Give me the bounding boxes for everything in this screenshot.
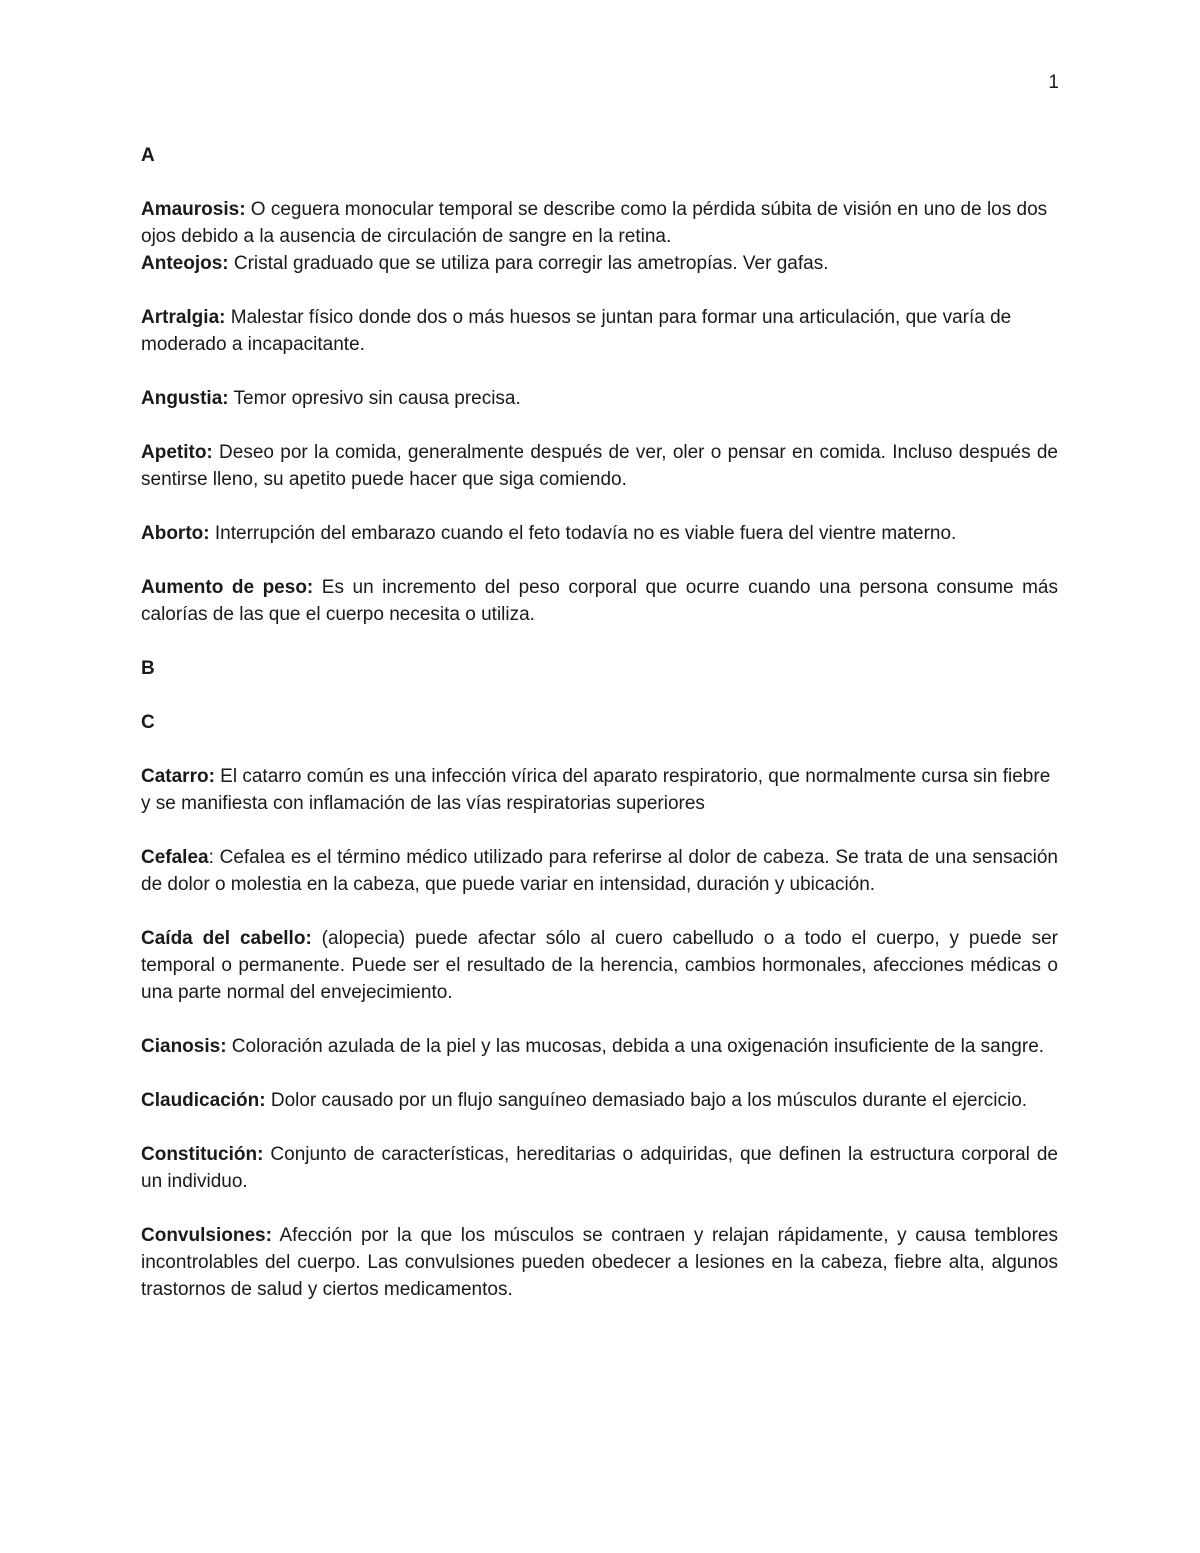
glossary-content <box>141 142 1058 1330</box>
glossary-entry-cefalea <box>141 844 1058 898</box>
glossary-term: Caída del cabello: <box>141 928 312 949</box>
glossary-entry-angustia <box>141 385 1058 412</box>
glossary-definition: El catarro común es una infección vírica del aparato respiratorio, que normalmente cursa sin fiebre y se manifiesta con inflamación de las vías respiratorias superiores <box>141 766 1051 814</box>
glossary-entry-caida-del-cabello <box>141 925 1058 1006</box>
glossary-definition: Afección por la que los músculos se contraen y relajan rápidamente, y causa temblores incontrolables del cuerpo. Las convulsiones pueden obedecer a lesiones en la cabeza, fiebre alta, algunos trastornos de salud y ciertos medicamentos. <box>141 1225 1058 1300</box>
glossary-definition: Conjunto de características, hereditarias o adquiridas, que definen la estructura corporal de un individuo. <box>141 1144 1058 1192</box>
glossary-definition: : Cefalea es el término médico utilizado para referirse al dolor de cabeza. Se trata de una sensación de dolor o molestia en la cabeza, que puede variar en intensidad, duración y ubicación. <box>141 847 1058 895</box>
glossary-entry-anteojos <box>141 250 1058 277</box>
section-letter-a: A <box>141 145 155 166</box>
glossary-term: Aumento de peso: <box>141 577 314 598</box>
glossary-entry-claudicacion <box>141 1087 1058 1114</box>
glossary-term: Cefalea <box>141 847 209 868</box>
glossary-term: Aborto: <box>141 523 210 544</box>
glossary-definition: Malestar físico donde dos o más huesos se juntan para formar una articulación, que varía de moderado a incapacitante. <box>141 307 1012 355</box>
glossary-term: Artralgia: <box>141 307 226 328</box>
glossary-definition: Dolor causado por un flujo sanguíneo demasiado bajo a los músculos durante el ejercicio. <box>265 1090 1028 1111</box>
glossary-term: Angustia: <box>141 388 229 409</box>
glossary-entry-aborto <box>141 520 1058 547</box>
glossary-term: Cianosis: <box>141 1036 227 1057</box>
glossary-definition: Es un incremento del peso corporal que ocurre cuando una persona consume más calorías de las que el cuerpo necesita o utiliza. <box>141 577 1058 625</box>
section-letter-b: B <box>141 658 155 679</box>
glossary-term: Catarro: <box>141 766 215 787</box>
glossary-entry-constitucion <box>141 1141 1058 1195</box>
glossary-definition: Coloración azulada de la piel y las mucosas, debida a una oxigenación insuficiente de la sangre. <box>226 1036 1045 1057</box>
glossary-entry-cianosis <box>141 1033 1058 1060</box>
glossary-entry-amaurosis <box>141 196 1058 250</box>
glossary-term: Claudicación: <box>141 1090 266 1111</box>
glossary-term: Convulsiones: <box>141 1225 272 1246</box>
glossary-term: Anteojos: <box>141 253 229 274</box>
glossary-definition: Deseo por la comida, generalmente después de ver, oler o pensar en comida. Incluso después de sentirse lleno, su apetito puede hacer que siga comiendo. <box>141 442 1058 490</box>
page-number: 1 <box>1048 72 1059 93</box>
glossary-entry-artralgia <box>141 304 1058 358</box>
glossary-term: Apetito: <box>141 442 213 463</box>
glossary-definition: Temor opresivo sin causa precisa. <box>228 388 521 409</box>
glossary-definition: Interrupción del embarazo cuando el feto todavía no es viable fuera del vientre materno. <box>209 523 957 544</box>
section-letter-c: C <box>141 712 155 733</box>
glossary-definition: O ceguera monocular temporal se describe como la pérdida súbita de visión en uno de los dos ojos debido a la ausencia de circulación de sangre en la retina. <box>141 199 1048 247</box>
glossary-term: Amaurosis: <box>141 199 246 220</box>
glossary-entry-catarro <box>141 763 1058 817</box>
glossary-term: Constitución: <box>141 1144 264 1165</box>
glossary-definition: (alopecia) puede afectar sólo al cuero cabelludo o a todo el cuerpo, y puede ser temporal o permanente. Puede ser el resultado de la herencia, cambios hormonales, afecciones médicas o una parte normal del envejecimiento. <box>141 928 1059 1003</box>
glossary-entry-apetito <box>141 439 1058 493</box>
glossary-entry-convulsiones <box>141 1222 1058 1303</box>
glossary-definition: Cristal graduado que se utiliza para corregir las ametropías. Ver gafas. <box>228 253 829 274</box>
glossary-entry-aumento-de-peso <box>141 574 1058 628</box>
